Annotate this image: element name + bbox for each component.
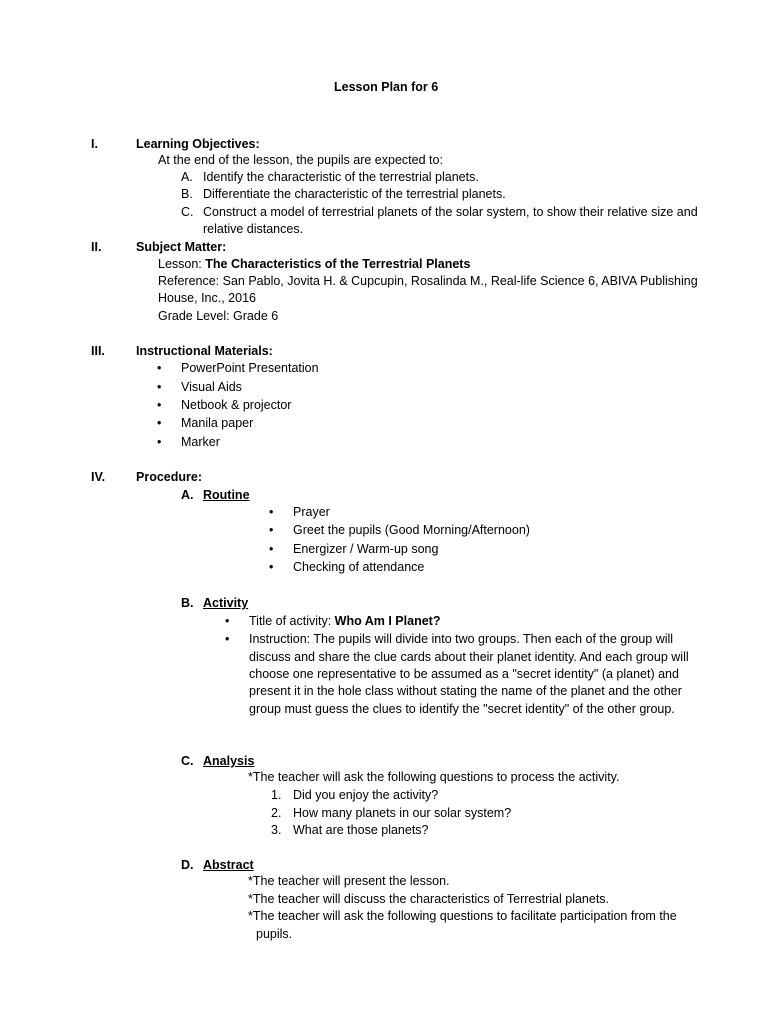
activity-instruction-line: group must guess the clues to identify the "secret identity" of the other group. <box>249 702 675 716</box>
activity-title-line <box>249 613 440 629</box>
analysis-letter: C. <box>181 754 194 768</box>
abstract-line-continued: pupils. <box>256 927 293 941</box>
section-3-numeral: III. <box>91 344 105 358</box>
section-2-heading: Subject Matter: <box>136 240 227 254</box>
routine-item: • Checking of attendance <box>293 559 424 575</box>
question-number: 2. <box>271 806 282 820</box>
material-item: • Manila paper <box>181 415 253 431</box>
routine-letter: A. <box>181 488 194 502</box>
reference-line-continued: House, Inc., 2016 <box>158 291 256 305</box>
objective-text: Differentiate the characteristic of the terrestrial planets. <box>203 187 506 201</box>
activity-instruction-line: • Instruction: The pupils will divide into two groups. Then each of the group will <box>249 631 673 647</box>
lesson-title: The Characteristics of the Terrestrial Planets <box>205 257 471 271</box>
analysis-intro: *The teacher will ask the following questions to process the activity. <box>248 770 620 784</box>
objectives-intro: At the end of the lesson, the pupils are expected to: <box>158 153 443 167</box>
routine-item: • Prayer <box>293 504 330 520</box>
lesson-label: Lesson: <box>158 257 206 271</box>
material-item: • Visual Aids <box>181 379 242 395</box>
section-4-numeral: IV. <box>91 470 106 484</box>
activity-title-label: Title of activity: <box>249 614 335 628</box>
abstract-line: *The teacher will discuss the characteristics of Terrestrial planets. <box>248 892 610 906</box>
activity-instruction-line: present it in the hole class without stating the name of the planet and the other <box>249 684 682 698</box>
material-item: • Marker <box>181 434 220 450</box>
abstract-heading: Abstract <box>203 858 254 872</box>
reference-line: Reference: San Pablo, Jovita H. & Cupcupin, Rosalinda M., Real-life Science 6, ABIVA Publishing <box>158 274 698 288</box>
question-number: 1. <box>271 788 282 802</box>
question-number: 3. <box>271 823 282 837</box>
activity-heading: Activity <box>203 596 249 610</box>
page-title: Lesson Plan for 6 <box>334 80 439 94</box>
objective-letter: C. <box>181 205 194 219</box>
abstract-letter: D. <box>181 858 194 872</box>
objective-text-continued: relative distances. <box>203 222 304 236</box>
objective-text: Identify the characteristic of the terrestrial planets. <box>203 170 479 184</box>
abstract-line: *The teacher will ask the following questions to facilitate participation from the <box>248 909 677 923</box>
material-item: • PowerPoint Presentation <box>181 360 319 376</box>
question-text: How many planets in our solar system? <box>293 806 512 820</box>
routine-item: • Greet the pupils (Good Morning/Afternoon) <box>293 522 530 538</box>
analysis-heading: Analysis <box>203 754 255 768</box>
question-text: Did you enjoy the activity? <box>293 788 439 802</box>
activity-letter: B. <box>181 596 194 610</box>
section-2-numeral: II. <box>91 240 102 254</box>
section-1-heading: Learning Objectives: <box>136 137 260 151</box>
routine-item: • Energizer / Warm-up song <box>293 541 438 557</box>
section-1-numeral: I. <box>91 137 98 151</box>
section-3-heading: Instructional Materials: <box>136 344 273 358</box>
section-4-heading: Procedure: <box>136 470 202 484</box>
lesson-line <box>158 256 470 272</box>
activity-instruction-line: choose one representative to be assumed as a "secret identity" (a planet) and <box>249 667 679 681</box>
routine-heading: Routine <box>203 488 250 502</box>
activity-instruction-line: discuss and share the clue cards about their planet identity. And each group will <box>249 650 689 664</box>
objective-text: Construct a model of terrestrial planets of the solar system, to show their relative size and <box>203 205 698 219</box>
question-text: What are those planets? <box>293 823 429 837</box>
grade-level: Grade Level: Grade 6 <box>158 309 279 323</box>
abstract-line: *The teacher will present the lesson. <box>248 874 450 888</box>
activity-title: Who Am I Planet? <box>334 614 441 628</box>
objective-letter: B. <box>181 187 193 201</box>
objective-letter: A. <box>181 170 193 184</box>
material-item: • Netbook & projector <box>181 397 291 413</box>
